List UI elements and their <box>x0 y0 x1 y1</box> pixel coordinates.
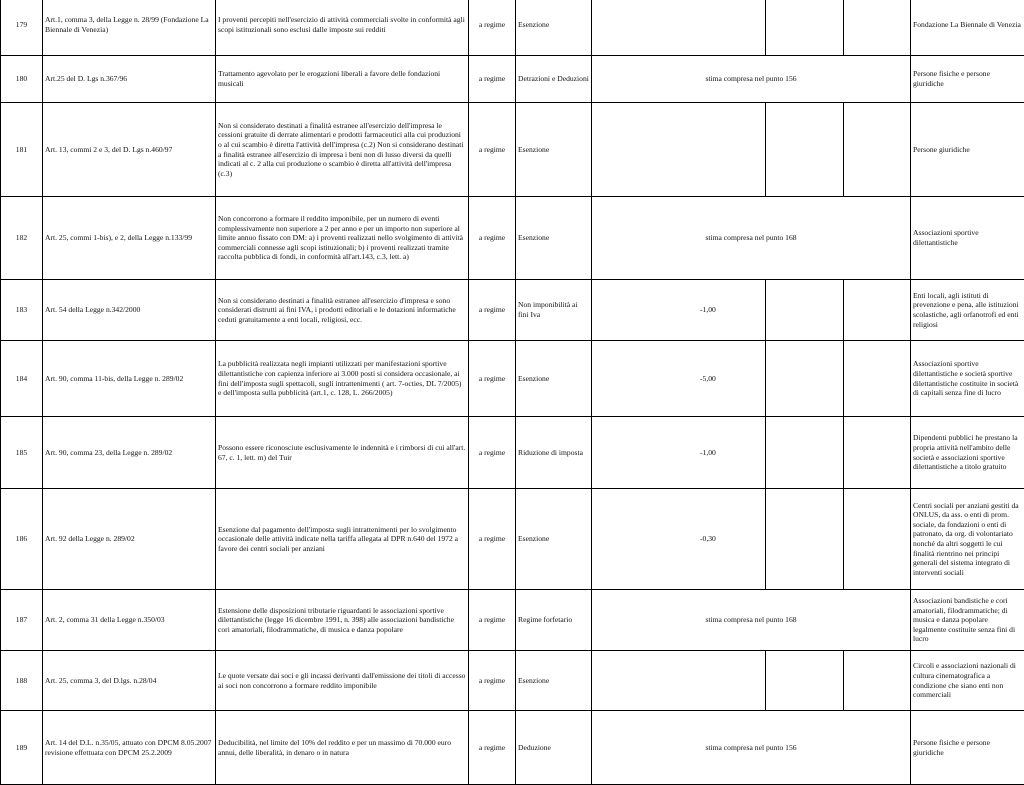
row-number: 185 <box>1 417 43 489</box>
row-number: 182 <box>1 197 43 280</box>
row-number: 186 <box>1 489 43 590</box>
table-row <box>1 56 1024 103</box>
measure-description: Non si considerato destinati a finalità estranee all'esercizio dell'impresa le cessioni gratuite di derrate alimentari e prodotti farmaceutici alla cui produzioni o al cui scambio è diretta l'attività dell'impresa (c.2) Non si considerano destinati a finalità estranee all'esercizio di impresa i beni non di lusso diversi da quelli indicati al c. 2 alla cui produzione o scambio è diretta all'attività dell'impresa (c.3) <box>216 103 469 197</box>
row-number: 189 <box>1 711 43 785</box>
estimate-note: stima compresa nel punto 168 <box>592 590 911 651</box>
empty-cell <box>766 489 844 590</box>
beneficiaries: Persone fisiche e persone giuridiche <box>911 56 1024 103</box>
legal-reference: Art. 90, comma 11-bis, della Legge n. 289/02 <box>43 341 216 417</box>
legal-reference: Art. 25, comma 3, del D.lgs. n.28/04 <box>43 651 216 711</box>
beneficiaries: Centri sociali per anziani gestiti da ONLUS, da ass. o enti di prom. sociale, da fondazioni o enti di patronato, da org. di volontariato nonché da altri soggetti le cui finalità rientrino nei principi generali del sistema integrato di interventi sociali <box>911 489 1024 590</box>
empty-cell <box>766 280 844 341</box>
measure-description: Estensione delle disposizioni tributarie riguardanti le associazioni sportive dilettantistiche (legge 16 dicembre 1991, n. 398) alle associazioni bandistiche cori amatoriali, filodrammatiche, di musica e danza popolare <box>216 590 469 651</box>
impact-value <box>592 651 766 711</box>
beneficiaries: Associazioni sportive dilettantistiche <box>911 197 1024 280</box>
measure-type: Esenzione <box>516 197 592 280</box>
measure-type: Detrazioni e Deduzioni <box>516 56 592 103</box>
estimate-note: stima compresa nel punto 168 <box>592 197 911 280</box>
beneficiaries: Persone giuridiche <box>911 103 1024 197</box>
empty-cell <box>844 280 911 341</box>
impact-value <box>592 103 766 197</box>
empty-cell <box>844 0 911 56</box>
legal-reference: Art. 2, comma 31 della Legge n.350/03 <box>43 590 216 651</box>
impact-value: -5,00 <box>592 341 766 417</box>
empty-cell <box>766 341 844 417</box>
table-row <box>1 341 1024 417</box>
legal-reference: Art. 92 della Legge n. 289/02 <box>43 489 216 590</box>
regime-cell: a regime <box>469 0 516 56</box>
table-row <box>1 711 1024 785</box>
empty-cell <box>844 103 911 197</box>
row-number: 184 <box>1 341 43 417</box>
legal-reference: Art. 90, comma 23, della Legge n. 289/02 <box>43 417 216 489</box>
beneficiaries: Fondazione La Biennale di Venezia <box>911 0 1024 56</box>
measure-type: Esenzione <box>516 341 592 417</box>
regime-cell: a regime <box>469 417 516 489</box>
regime-cell: a regime <box>469 489 516 590</box>
empty-cell <box>766 417 844 489</box>
legal-reference: Art. 25, commi 1-bis), e 2, della Legge n.133/99 <box>43 197 216 280</box>
measure-type: Esenzione <box>516 0 592 56</box>
impact-value: -0,30 <box>592 489 766 590</box>
legal-reference: Art. 14 del D.L. n.35/05, attuato con DPCM 8.05.2007 revisione effettuata con DPCM 25.2.2009 <box>43 711 216 785</box>
row-number: 181 <box>1 103 43 197</box>
measure-description: Trattamento agevolato per le erogazioni liberali a favore delle fondazioni musicali <box>216 56 469 103</box>
legal-reference: Art.25 del D. Lgs n.367/96 <box>43 56 216 103</box>
empty-cell <box>844 651 911 711</box>
legal-reference: Art.1, comma 3, della Legge n. 28/99 (Fondazione La Biennale di Venezia) <box>43 0 216 56</box>
measure-description: I proventi percepiti nell'esercizio di attività commerciali svolte in conformità agli scopi istituzionali sono esclusi dalle imposte sui redditi <box>216 0 469 56</box>
table-row <box>1 197 1024 280</box>
measure-type: Esenzione <box>516 103 592 197</box>
impact-value <box>592 0 766 56</box>
row-number: 187 <box>1 590 43 651</box>
table-row <box>1 651 1024 711</box>
empty-cell <box>766 103 844 197</box>
beneficiaries: Persone fisiche e persone giuridiche <box>911 711 1024 785</box>
table-row <box>1 103 1024 197</box>
empty-cell <box>844 341 911 417</box>
table-row <box>1 489 1024 590</box>
measure-type: Esenzione <box>516 651 592 711</box>
table-row <box>1 0 1024 56</box>
beneficiaries: Dipendenti pubblici he prestano la propria attività nell'ambito delle società e associazioni sportive dilettantistiche a titolo gratuito <box>911 417 1024 489</box>
measure-description: Esenzione dal pagamento dell'imposta sugli intrattenimenti per lo svolgimento occasionale delle attività indicate nella tariffa allegata al DPR n.640 del 1972 a favore dei centri sociali per anziani <box>216 489 469 590</box>
empty-cell <box>766 0 844 56</box>
beneficiaries: Circoli e associazioni nazionali di cultura cinematografica a condizione che siano enti non commerciali <box>911 651 1024 711</box>
regime-cell: a regime <box>469 341 516 417</box>
legal-reference: Art. 13, commi 2 e 3, del D. Lgs n.460/97 <box>43 103 216 197</box>
row-number: 188 <box>1 651 43 711</box>
beneficiaries: Associazioni sportive dilettantistiche e società sportive dilettantistiche costituite in società di capitali senza fine di lucro <box>911 341 1024 417</box>
table-row <box>1 417 1024 489</box>
measure-description: Deducibilità, nel limite del 10% del reddito e per un massimo di 70.000 euro annui, delle liberalità, in denaro o in natura <box>216 711 469 785</box>
measure-type: Riduzione di imposta <box>516 417 592 489</box>
measure-description: Non si considerano destinati a finalità estranee all'esercizio d'impresa e sono considerati distrutti ai fini IVA, i prodotti editoriali e le dotazioni informatiche ceduti gratuitamente a enti locali, religiosi, ecc. <box>216 280 469 341</box>
regime-cell: a regime <box>469 280 516 341</box>
measure-description: La pubblicità realizzata negli impianti utilizzati per manifestazioni sportive dilettantistiche con capienza inferiore ai 3.000 posti si considera occasionale, ai fini dell'imposta sugli spettacoli, sugli intrattenimenti ( art. 7-octies, DL 7/2005) e dell'imposta sulla pubblicità (art.1, c. 128, L. 266/2005) <box>216 341 469 417</box>
regime-cell: a regime <box>469 590 516 651</box>
measure-type: Non imponibilità ai fini Iva <box>516 280 592 341</box>
row-number: 183 <box>1 280 43 341</box>
impact-value: -1,00 <box>592 280 766 341</box>
beneficiaries: Associazioni bandistiche e cori amatoriali, filodrammatiche; di musica e danza popolare legalmente costituite senza fini di lucro <box>911 590 1024 651</box>
regime-cell: a regime <box>469 56 516 103</box>
row-number: 180 <box>1 56 43 103</box>
measure-description: Non concorrono a formare il reddito imponibile, per un numero di eventi complessivamente non superiore a 2 per anno e per un importo non superiore al limite annuo fissato con DM: a) i proventi realizzati nello svolgimento di attività commerciali connesse agli scopi istituzionali; b) i proventi realizzati tramite raccolta pubblica di fondi, in conformità all'art.143, c.3, lett. a) <box>216 197 469 280</box>
table-row <box>1 590 1024 651</box>
measure-type: Esenzione <box>516 489 592 590</box>
legal-reference: Art. 54 della Legge n.342/2000 <box>43 280 216 341</box>
measure-type: Regime forfetario <box>516 590 592 651</box>
estimate-note: stima compresa nel punto 156 <box>592 56 911 103</box>
row-number: 179 <box>1 0 43 56</box>
impact-value: -1,00 <box>592 417 766 489</box>
estimate-note: stima compresa nel punto 156 <box>592 711 911 785</box>
empty-cell <box>844 417 911 489</box>
regime-cell: a regime <box>469 711 516 785</box>
regime-cell: a regime <box>469 197 516 280</box>
empty-cell <box>766 651 844 711</box>
empty-cell <box>844 489 911 590</box>
measure-type: Deduzione <box>516 711 592 785</box>
measure-description: Le quote versate dai soci e gli incassi derivanti dall'emissione dei titoli di accesso ai soci non concorrono a formare reddito imponibile <box>216 651 469 711</box>
regime-cell: a regime <box>469 103 516 197</box>
table-row <box>1 280 1024 341</box>
regime-cell: a regime <box>469 651 516 711</box>
beneficiaries: Enti locali, agli istituti di prevenzione e pena, alle istituzioni scolastiche, agli orfanotrofi ed enti religiosi <box>911 280 1024 341</box>
measure-description: Possono essere riconosciute esclusivamente le indennità e i rimborsi di cui all'art. 67, c. 1, lett. m) del Tuir <box>216 417 469 489</box>
